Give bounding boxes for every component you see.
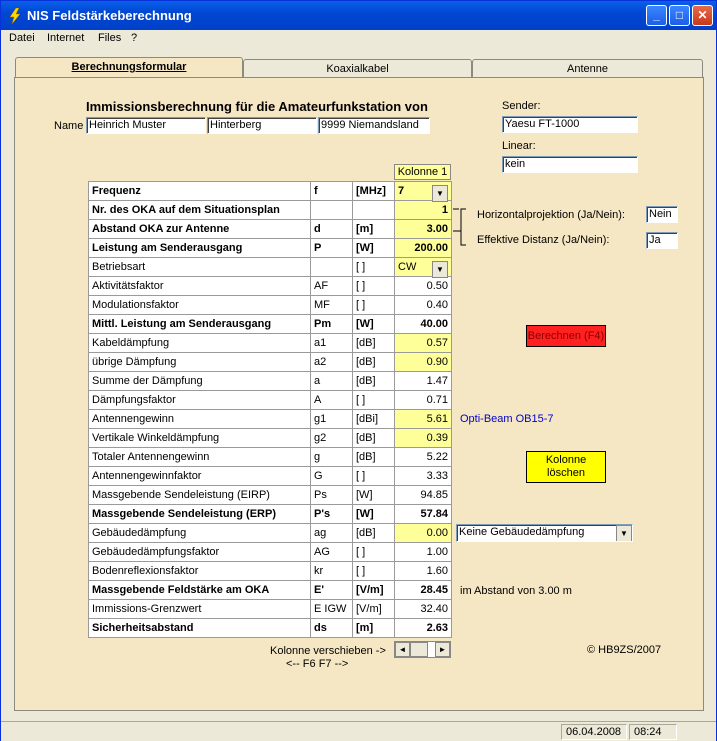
status-date: 06.04.2008 (561, 724, 627, 740)
row-unit: [MHz] (353, 182, 395, 201)
row-symbol: E IGW (311, 600, 353, 619)
row-symbol: ds (311, 619, 353, 638)
row-value: 1.60 (395, 562, 452, 581)
distance-note: im Abstand von 3.00 m (460, 585, 572, 597)
row-symbol: G (311, 467, 353, 486)
street-field[interactable]: Hinterberg (207, 117, 317, 134)
name-label: Name (54, 120, 84, 132)
table-row (89, 334, 452, 353)
row-unit: [dB] (353, 372, 395, 391)
column-scrollbar[interactable] (394, 641, 451, 658)
row-label: Nr. des OKA auf dem Situationsplan (89, 201, 311, 220)
table-row (89, 410, 452, 429)
row-value: 1.00 (395, 543, 452, 562)
row-unit: [ ] (353, 258, 395, 277)
row-value[interactable]: 0.00 (395, 524, 452, 543)
row-unit: [W] (353, 486, 395, 505)
row-symbol: P's (311, 505, 353, 524)
row-label: Totaler Antennengewinn (89, 448, 311, 467)
chevron-down-icon[interactable]: ▼ (432, 185, 448, 202)
row-value[interactable]: 0.39 (395, 429, 452, 448)
combo-value: CW (398, 261, 417, 273)
row-unit (353, 201, 395, 220)
row-value: 0.71 (395, 391, 452, 410)
row-label: Betriebsart (89, 258, 311, 277)
scroll-right-icon[interactable]: ► (435, 642, 450, 657)
row-value: 5.22 (395, 448, 452, 467)
horizontal-field[interactable]: Nein (646, 206, 678, 223)
row-value: 40.00 (395, 315, 452, 334)
linear-field[interactable]: kein (502, 156, 638, 173)
row-symbol: MF (311, 296, 353, 315)
column-header: Kolonne 1 (394, 164, 451, 180)
name-field[interactable]: Heinrich Muster (86, 117, 206, 134)
table-row (89, 600, 452, 619)
sender-field[interactable]: Yaesu FT-1000 (502, 116, 638, 133)
row-unit: [dB] (353, 353, 395, 372)
row-label: Abstand OKA zur Antenne (89, 220, 311, 239)
loeschen-line2: löschen (547, 467, 585, 479)
row-label: Massgebende Feldstärke am OKA (89, 581, 311, 600)
table-row (89, 581, 452, 600)
status-bar (1, 721, 716, 741)
antenna-name: Opti-Beam OB15-7 (460, 413, 554, 425)
row-value[interactable] (395, 182, 452, 201)
row-unit: [dB] (353, 429, 395, 448)
row-symbol: P (311, 239, 353, 258)
row-unit: [ ] (353, 391, 395, 410)
loeschen-line1: Kolonne (545, 454, 587, 466)
row-symbol: g (311, 448, 353, 467)
row-label: Summe der Dämpfung (89, 372, 311, 391)
row-value[interactable]: 5.61 (395, 410, 452, 429)
tab-berechnungsformular[interactable]: Berechnungsformular (15, 57, 243, 79)
table-row (89, 372, 452, 391)
row-label: Frequenz (89, 182, 311, 201)
table-row (89, 220, 452, 239)
effektiv-field[interactable]: Ja (646, 232, 678, 249)
row-symbol: E' (311, 581, 353, 600)
row-symbol: AF (311, 277, 353, 296)
row-unit: [W] (353, 315, 395, 334)
row-label: Sicherheitsabstand (89, 619, 311, 638)
linear-label: Linear: (502, 140, 536, 152)
row-label: Gebäudedämpfungsfaktor (89, 543, 311, 562)
row-value: 0.50 (395, 277, 452, 296)
row-unit: [W] (353, 239, 395, 258)
table-row (89, 448, 452, 467)
sender-label: Sender: (502, 100, 541, 112)
table-row (89, 296, 452, 315)
table-row (89, 315, 452, 334)
table-row (89, 467, 452, 486)
menu-help[interactable]: ? (131, 32, 138, 44)
minimize-button[interactable]: _ (646, 5, 667, 26)
scroll-thumb[interactable] (410, 642, 428, 657)
row-value[interactable]: 0.57 (395, 334, 452, 353)
kolonne-loeschen-button[interactable] (526, 451, 606, 483)
chevron-down-icon[interactable]: ▼ (616, 525, 632, 542)
form-heading: Immissionsberechnung für die Amateurfunkstation von (86, 99, 428, 114)
table-row (89, 239, 452, 258)
row-unit: [V/m] (353, 581, 395, 600)
row-symbol: a (311, 372, 353, 391)
table-row (89, 505, 452, 524)
row-unit: [ ] (353, 296, 395, 315)
row-symbol (311, 201, 353, 220)
table-row (89, 391, 452, 410)
calculation-table (88, 181, 452, 638)
row-symbol: Pm (311, 315, 353, 334)
row-value: 2.63 (395, 619, 452, 638)
row-symbol: g1 (311, 410, 353, 429)
row-value: 3.33 (395, 467, 452, 486)
chevron-down-icon[interactable]: ▼ (432, 261, 448, 278)
row-unit: [ ] (353, 277, 395, 296)
city-field[interactable]: 9999 Niemandsland (318, 117, 430, 134)
row-label: Massgebende Sendeleistung (ERP) (89, 505, 311, 524)
row-label: Dämpfungsfaktor (89, 391, 311, 410)
table-row (89, 543, 452, 562)
berechnen-button[interactable]: Berechnen (F4) (526, 325, 606, 347)
title-bar[interactable] (1, 1, 716, 30)
row-label: Gebäudedämpfung (89, 524, 311, 543)
copyright: © HB9ZS/2007 (587, 644, 662, 656)
close-button[interactable]: ✕ (692, 5, 713, 26)
row-label: Mittl. Leistung am Senderausgang (89, 315, 311, 334)
table-row (89, 429, 452, 448)
row-symbol: f (311, 182, 353, 201)
row-value: 57.84 (395, 505, 452, 524)
row-symbol: ag (311, 524, 353, 543)
row-symbol: g2 (311, 429, 353, 448)
row-label: Modulationsfaktor (89, 296, 311, 315)
menu-datei[interactable]: Datei (9, 32, 35, 44)
row-label: Leistung am Senderausgang (89, 239, 311, 258)
table-row (89, 182, 452, 201)
row-unit: [ ] (353, 467, 395, 486)
menu-bar (1, 30, 716, 48)
table-row (89, 353, 452, 372)
table-row (89, 486, 452, 505)
shift-keys: <-- F6 F7 --> (286, 658, 349, 670)
row-value: 28.45 (395, 581, 452, 600)
row-value[interactable] (395, 258, 452, 277)
effektiv-label: Effektive Distanz (Ja/Nein): (477, 234, 610, 246)
table-row (89, 258, 452, 277)
tab-koaxialkabel[interactable]: Koaxialkabel (243, 59, 472, 79)
shift-label: Kolonne verschieben -> (270, 645, 386, 657)
row-symbol: d (311, 220, 353, 239)
table-row (89, 619, 452, 638)
row-symbol: Ps (311, 486, 353, 505)
row-label: Kabeldämpfung (89, 334, 311, 353)
row-value: 0.40 (395, 296, 452, 315)
row-unit: [ ] (353, 543, 395, 562)
table-row (89, 562, 452, 581)
row-unit: [dB] (353, 524, 395, 543)
lightning-icon (8, 8, 22, 24)
row-symbol: kr (311, 562, 353, 581)
row-label: Bodenreflexionsfaktor (89, 562, 311, 581)
row-unit: [m] (353, 220, 395, 239)
row-value: 1.47 (395, 372, 452, 391)
row-unit: [ ] (353, 562, 395, 581)
row-label: Vertikale Winkeldämpfung (89, 429, 311, 448)
row-symbol (311, 258, 353, 277)
horizontal-label: Horizontalprojektion (Ja/Nein): (477, 209, 625, 221)
row-value[interactable]: 0.90 (395, 353, 452, 372)
menu-files[interactable]: Files (98, 32, 122, 44)
building-select-value: Keine Gebäudedämpfung (459, 526, 585, 538)
row-unit: [dBi] (353, 410, 395, 429)
row-unit: [dB] (353, 448, 395, 467)
row-value[interactable]: 200.00 (395, 239, 452, 258)
row-symbol: a1 (311, 334, 353, 353)
row-unit: [W] (353, 505, 395, 524)
building-select[interactable] (456, 524, 633, 542)
table-row (89, 201, 452, 220)
row-value: 94.85 (395, 486, 452, 505)
row-symbol: a2 (311, 353, 353, 372)
bracket-shape (453, 206, 467, 248)
window-title: NIS Feldstärkeberechnung (27, 8, 192, 23)
row-unit: [V/m] (353, 600, 395, 619)
row-value[interactable]: 1 (395, 201, 452, 220)
row-unit: [m] (353, 619, 395, 638)
tab-antenne[interactable]: Antenne (472, 59, 703, 79)
row-label: übrige Dämpfung (89, 353, 311, 372)
row-symbol: A (311, 391, 353, 410)
row-label: Massgebende Sendeleistung (EIRP) (89, 486, 311, 505)
table-row (89, 524, 452, 543)
row-label: Antennengewinnfaktor (89, 467, 311, 486)
menu-internet[interactable]: Internet (47, 32, 85, 44)
status-time: 08:24 (629, 724, 677, 740)
row-label: Antennengewinn (89, 410, 311, 429)
row-symbol: AG (311, 543, 353, 562)
table-row (89, 277, 452, 296)
row-label: Aktivitätsfaktor (89, 277, 311, 296)
row-value[interactable]: 3.00 (395, 220, 452, 239)
maximize-button[interactable]: □ (669, 5, 690, 26)
row-unit: [dB] (353, 334, 395, 353)
combo-value: 7 (398, 185, 405, 197)
scroll-left-icon[interactable]: ◄ (395, 642, 410, 657)
row-value: 32.40 (395, 600, 452, 619)
row-label: Immissions-Grenzwert (89, 600, 311, 619)
